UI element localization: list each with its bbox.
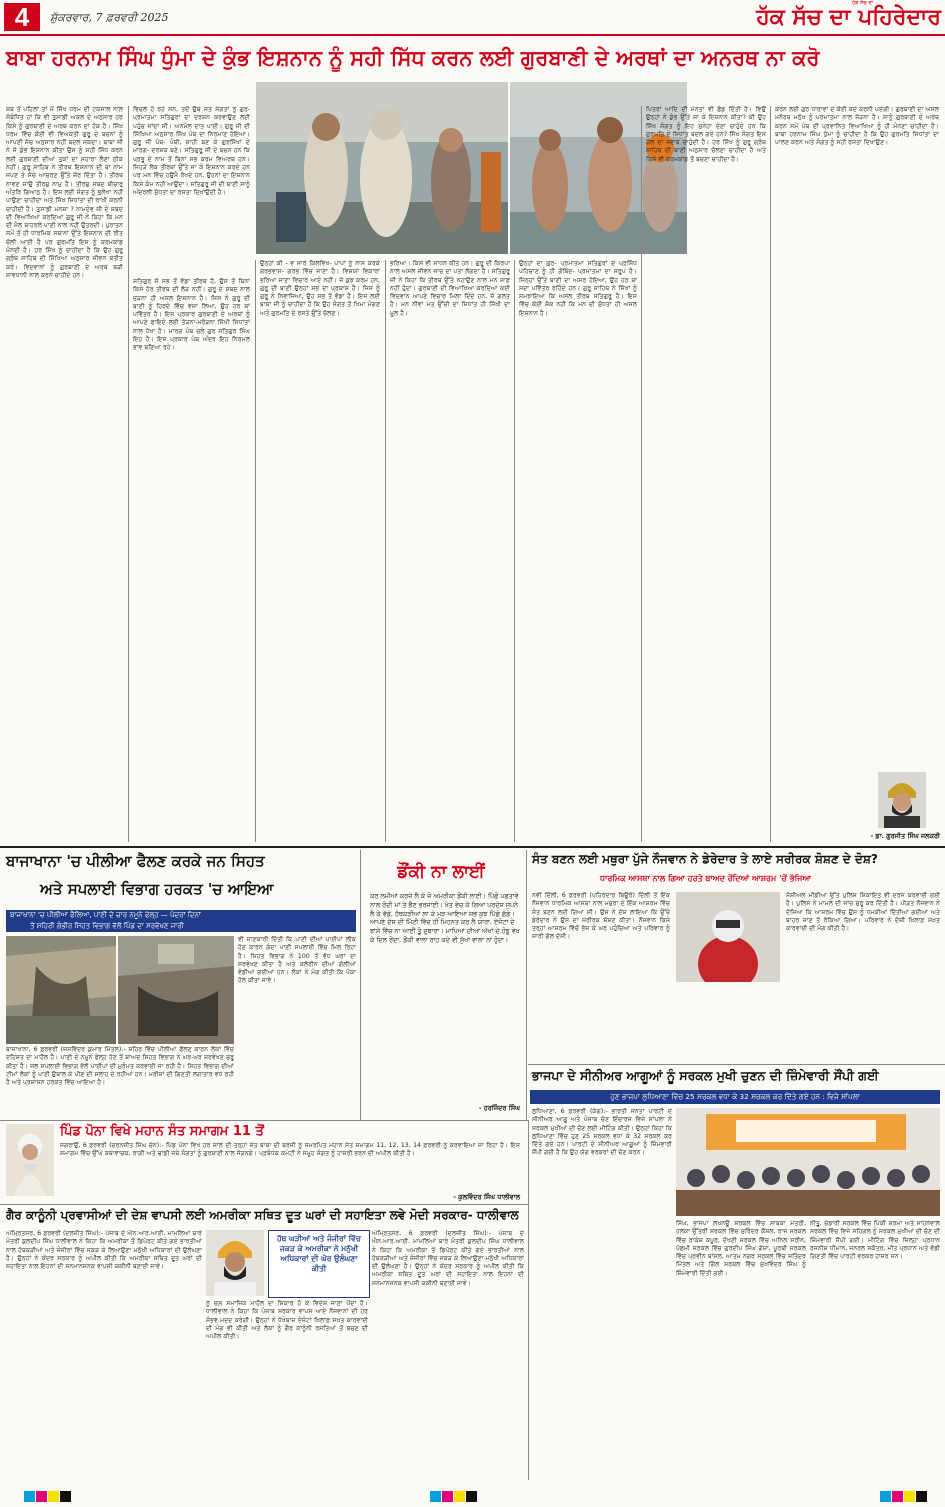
registration-mark <box>442 1491 453 1502</box>
bajakhana-headline-2: ਅਤੇ ਸਪਲਾਈ ਵਿਭਾਗ ਹਰਕਤ 'ਚ ਆਇਆ <box>40 880 274 898</box>
page-number-box <box>4 3 40 31</box>
bjp-column-1: ਲੁਧਿਆਣਾ, 6 ਫ਼ਰਵਰੀ (ਕੰਗ):- ਭਾਰਤੀ ਜਨਤਾ ਪਾਰਟੀ ਦੇ ਸੀਨੀਅਰ ਆਗੂ ਅਤੇ ਪੰਜਾਬ ਚੋਣ ਇੰਚਾਰਜ ਵਿਜੇ ਸਾਂਪਲਾ ਨੇ ਸਰਕਲ ਮੁਖੀਆਂ ਦੀ ਚੋਣ ਲਈ ਮੀਟਿੰਗ ਕੀਤੀ। ਉਨ੍ਹਾਂ ਕਿਹਾ ਕਿ ਲੁਧਿਆਣਾ ਵਿੱਚ ਹੁਣ 25 ਸਰਕਲ ਵਧਾ ਕੇ 32 ਸਰਕਲ ਕਰ ਦਿੱਤੇ ਗਏ ਹਨ। ਪਾਰਟੀ ਦੇ ਸੀਨੀਅਰ ਆਗੂਆਂ ਨੂੰ ਜ਼ਿੰਮੇਵਾਰੀ ਸੌਂਪੀ ਗਈ ਹੈ ਕਿ ਉਹ ਯੋਗ ਵਰਕਰਾਂ ਦੀ ਚੋਣ ਕਰਨ। <box>532 1108 672 1157</box>
bajakhana-body-2: ਵੀ ਜਾਣਕਾਰੀ ਦਿੱਤੀ ਕਿ ਪਾਣੀ ਦੀਆਂ ਪਾਈਪਾਂ ਲੀਕ ਹੋਣ ਕਾਰਨ ਗੰਦਾ ਪਾਣੀ ਸਪਲਾਈ ਵਿੱਚ ਮਿਲ ਰਿਹਾ ਹੈ। ਸਿਹਤ ਵਿਭਾਗ ਨੇ 100 ਤੋਂ ਵੱਧ ਘਰਾਂ ਦਾ ਸਰਵੇਖਣ ਕੀਤਾ ਹੈ ਅਤੇ ਕਲੋਰੀਨ ਦੀਆਂ ਗੋਲੀਆਂ ਵੰਡੀਆਂ ਗਈਆਂ ਹਨ। ਲੋਕਾਂ ਨੇ ਮੰਗ ਕੀਤੀ ਕਿ ਪੱਕਾ ਹੱਲ ਕੀਤਾ ਜਾਵੇ। <box>238 936 356 985</box>
header-divider <box>0 34 945 36</box>
mathura-photo-caption <box>676 986 780 1062</box>
deport-box <box>268 1230 370 1298</box>
registration-mark <box>466 1491 477 1502</box>
author-photo <box>878 772 926 828</box>
mathura-headline: ਸੰਤ ਬਣਨ ਲਈ ਮਥੁਰਾ ਪੁੱਜੇ ਨੌਜਵਾਨ ਨੇ ਡੇਰੇਦਾਰ ਤੇ ਲਾਏ ਸਰੀਰਕ ਸ਼ੋਸ਼ਣ ਦੇ ਦੋਸ਼? <box>532 852 878 866</box>
lead-column-2: ਵਿਚਲੇ ਹੋ ਰਹੇ ਸਨ, ਤਦੋਂ ਉਥੇ ਸਤ ਸੰਗਤਾਂ ਨੂੰ ਗੁਰ- ਪ੍ਰਮਾਤਮਾ ਸਤਿਗੁਰਾਂ ਦਾ ਦਰਸ਼ਨ ਕਰਵਾਉਣ ਲਈ ਪਹੁੰਚ ਜਾਂਦਾ ਸੀ। ਅਨਮੋਲ ਦਾਤ ਪਾਈ। ਗੁਰੂ ਜੀ ਦੀ ਸਿੱਖਿਆ ਅਨੁਸਾਰ ਸਿੱਖ ਪੰਥ ਦਾ ਨਿਰਮਾਣ ਹੋਇਆ। ਗੁਰੂ ਜੀ ਪੰਥ- ਪੰਥੀ, ਸ਼ਾਹੀ ਬਣ ਕੇ ਗੁਰਸਿੱਖਾਂ ਦੇ ਮਾਰਗ- ਦਰਸ਼ਕ ਬਣੇ। ਸਤਿਗੁਰੂ ਜੀ ਦੇ ਬਚਨ ਹਨ ਕਿ ਪ੍ਰਭੂ ਦੇ ਨਾਮ ਤੋਂ ਬਿਨਾਂ ਸਭ ਕਰਮ ਵਿਅਰਥ ਹਨ। ਜਿਹੜੇ ਲੋਕ ਤੀਰਥਾਂ ਉੱਤੇ ਜਾ ਕੇ ਇਸ਼ਨਾਨ ਕਰਦੇ ਹਨ ਪਰ ਮਨ ਵਿੱਚ ਹਉਮੈ ਰੱਖਦੇ ਹਨ, ਉਹਨਾਂ ਦਾ ਇਸ਼ਨਾਨ ਕਿਸੇ ਕੰਮ ਨਹੀਂ ਆਉਂਦਾ। ਸਤਿਗੁਰੂ ਜੀ ਦੀ ਬਾਣੀ ਸਾਨੂੰ ਅੰਦਰਲੀ ਸੁੱਧਤਾ ਦਾ ਰਸਤਾ ਦਿਖਾਉਂਦੀ ਹੈ। <box>133 106 250 196</box>
section-divider <box>528 1064 945 1065</box>
deport-box-text: ਹੱਥ ਘੜੀਆਂ ਅਤੇ ਜੰਜੀਰਾਂ ਵਿੱਚ ਜਕੜ ਕੇ ਅਮਰੀਕਾ ਨੇ ਮਨੁੱਖੀ ਅਧਿਕਾਰਾਂ ਦੀ ਘੋਰ ਉਲੰਘਣਾ ਕੀਤੀ <box>277 1234 361 1273</box>
registration-mark <box>904 1491 915 1502</box>
divider <box>528 1120 529 1480</box>
poem-body: ਕਰ ਲਮੀਆਂ ਕਰਜ਼ੇ ਲੈ ਕੇ ਜੋ ਅਮਰੀਕਾ ਡੌਂਕੀ ਲਾਈ। ਪਿੱਛੋਂ ਪਛਤਾਵੇ ਨਾਲ ਰੋਂਦੀ ਮਾਂ ਤੇ ਭੈਣ ਭਰਜਾਈ। ਖੇਤ ਵੇਚ ਕੇ ਗਿਆ ਪਰਦੇਸ ਸੁਪਨੇ ਲੈ ਕੇ ਵੱਡੇ, ਹੱਥਕੜੀਆਂ ਲਾ ਕੇ ਮੁੜ ਆਇਆ ਸਭ ਕੁਝ ਪਿੱਛੇ ਛੱਡੇ। ਆਪਣੇ ਦੇਸ ਦੀ ਮਿੱਟੀ ਵਿੱਚ ਹੀ ਮਿਹਨਤ ਕਰ ਲੈ ਯਾਰਾ, ਏਜੰਟਾਂ ਦੇ ਝਾਂਸੇ ਵਿੱਚ ਨਾ ਆਈਂ ਤੂੰ ਦੁਬਾਰਾ। ਮਾਪਿਆਂ ਦੀਆਂ ਅੱਖਾਂ ਦੇ ਹੰਝੂ ਵੇਖ ਕੇ ਦਿਲ ਰੋਂਦਾ, ਡੌਂਕੀ ਵਾਲਾ ਰਾਹ ਕਦੇ ਵੀ ਸੁੱਖਾਂ ਵਾਲਾ ਨਾ ਹੁੰਦਾ। <box>370 892 520 944</box>
footer-bar <box>0 1486 945 1507</box>
mathura-body-1: ਨਵੀਂ ਦਿੱਲੀ, 6 ਫ਼ਰਵਰੀ (ਪਹਿਰੇਦਾਰ ਬਿਊਰੋ) ਦਿੱਲੀ ਤੋਂ ਇੱਕ ਨੌਜਵਾਨ ਧਾਰਮਿਕ ਆਸਥਾ ਨਾਲ ਮਥੁਰਾ ਦੇ ਇੱਕ ਆਸ਼ਰਮ ਵਿੱਚ ਸੰਤ ਬਣਨ ਲਈ ਗਿਆ ਸੀ। ਉਸ ਨੇ ਦੋਸ਼ ਲਾਇਆ ਕਿ ਉੱਥੇ ਡੇਰੇਦਾਰ ਨੇ ਉਸ ਦਾ ਸਰੀਰਕ ਸ਼ੋਸ਼ਣ ਕੀਤਾ। ਨੌਜਵਾਨ ਕਿਸੇ ਤਰ੍ਹਾਂ ਆਸ਼ਰਮ ਵਿੱਚੋਂ ਭੱਜ ਕੇ ਘਰ ਪਹੁੰਚਿਆ ਅਤੇ ਪਰਿਵਾਰ ਨੂੰ ਸਾਰੀ ਗੱਲ ਦੱਸੀ। <box>532 892 670 941</box>
section-divider <box>0 1120 528 1121</box>
divider <box>385 260 386 842</box>
pona-byline: - ਕੁਲਵਿੰਦਰ ਸਿੰਘ ਧਾਲੀਵਾਲ <box>453 1193 520 1201</box>
pona-body: ਜਗਰਾਉਂ, 6 ਫ਼ਰਵਰੀ (ਚਰਨਜੀਤ ਸਿੰਘ ਚੰਨ):- ਪਿੰਡ ਪੋਨਾ ਵਿਖੇ ਹਰ ਸਾਲ ਦੀ ਤਰ੍ਹਾਂ ਸੰਤ ਬਾਬਾ ਦੀ ਬਰਸੀ ਨੂੰ ਸਮਰਪਿਤ ਮਹਾਨ ਸੰਤ ਸਮਾਗਮ 11, 12, 13, 14 ਫ਼ਰਵਰੀ ਨੂੰ ਕਰਵਾਇਆ ਜਾ ਰਿਹਾ ਹੈ। ਇਸ ਸਮਾਗਮ ਵਿੱਚ ਉੱਘੇ ਕਥਾਵਾਚਕ, ਰਾਗੀ ਅਤੇ ਢਾਡੀ ਜਥੇ ਸੰਗਤਾਂ ਨੂੰ ਗੁਰਬਾਣੀ ਨਾਲ ਜੋੜਨਗੇ। ਪ੍ਰਬੰਧਕ ਕਮੇਟੀ ਨੇ ਸਮੂਹ ਸੰਗਤ ਨੂੰ ਹਾਜ਼ਰੀ ਭਰਨ ਦੀ ਅਪੀਲ ਕੀਤੀ ਹੈ। <box>60 1142 520 1158</box>
bajakhana-headline-1: ਬਾਜਾਖਾਨਾ 'ਚ ਪੀਲੀਆ ਫੈਲਣ ਕਰਕੇ ਜਨ ਸਿਹਤ <box>6 852 265 870</box>
sant-photo <box>6 1124 54 1196</box>
masthead-small: ਹੱਕ ਸੱਚ ਦਾ <box>852 0 874 6</box>
bjp-meeting-photo <box>676 1108 940 1216</box>
divider <box>514 260 515 842</box>
divider <box>526 850 527 1120</box>
lead-column-5: ਉਨ੍ਹਾਂ ਦਾ ਗੁਰ- ਪ੍ਰਮਾਤਮਾ ਸਤਿਗੁਰਾਂ ਦੇ ਪ੍ਰਸ਼ਿੱਧ ਪਹਿਚਾਣ ਨੂੰ ਹੀ ਗੋਬਿੰਦ- ਪ੍ਰਮਾਤਮਾ ਦਾ ਸਰੂਪ ਹੈ। ਜਿਨ੍ਹਾਂ ਉੱਤੇ ਬਾਣੀ ਦਾ ਅਸਰ ਹੋਇਆ, ਉਹ ਹਰ ਥਾਂ ਸਦਾ ਪਵਿੱਤਰ ਰਹਿੰਦੇ ਹਨ। ਗੁਰੂ ਸਾਹਿਬ ਨੇ ਸਿੱਖਾਂ ਨੂੰ ਸਮਝਾਇਆ ਕਿ ਅਸਲ ਤੀਰਥ ਸਤਿਗੁਰੂ ਹੈ। ਇਸ ਵਿੱਚ ਕੋਈ ਸ਼ੱਕ ਨਹੀਂ ਕਿ ਮਨ ਦੀ ਸੁੱਧਤਾ ਹੀ ਅਸਲ ਇਸ਼ਨਾਨ ਹੈ। <box>519 260 637 317</box>
registration-mark <box>48 1491 59 1502</box>
page-number: 4 <box>14 2 30 32</box>
kumbh-photo-left <box>256 82 508 254</box>
poem-title: ਡੌਂਕੀ ਨਾ ਲਾਈਂ <box>397 862 485 882</box>
bajakhana-subhead-2: ਤੋਂ ਸ਼ਹਿਰੀ ਗੰਭੀਰ ਸਿਹਤ ਵਿਭਾਗ ਵੱਲੋਂ ਪਿੰਡ ਦਾ ਸਰਵੇਖਣ ਜਾਰੀ <box>30 922 184 930</box>
deport-body-2: ਨੂੰ ਚਲ਼ ਸਮਾਜਿਕ ਮਾਹੌਲ ਦਾ ਸ਼ਿਕਾਰ ਹੋ ਕੇ ਵਿਦੇਸ਼ ਜਾਣਾ ਪੈਂਦਾ ਹੈ। ਧਾਲੀਵਾਲ ਨੇ ਕਿਹਾ ਕਿ ਪੰਜਾਬ ਸਰਕਾਰ ਵਾਪਸ ਆਏ ਨੌਜਵਾਨਾਂ ਦੀ ਹਰ ਸੰਭਵ ਮਦਦ ਕਰੇਗੀ। ਉਨ੍ਹਾਂ ਨੇ ਧੋਖੇਬਾਜ਼ ਏਜੰਟਾਂ ਖ਼ਿਲਾਫ਼ ਸਖ਼ਤ ਕਾਰਵਾਈ ਦੀ ਮੰਗ ਵੀ ਕੀਤੀ ਅਤੇ ਲੋਕਾਂ ਨੂੰ ਗੈਰ ਕਾਨੂੰਨੀ ਰਸਤਿਆਂ ਤੋਂ ਬਚਣ ਦੀ ਅਪੀਲ ਕੀਤੀ। <box>206 1300 368 1341</box>
drain-photo-right <box>118 936 234 1044</box>
divider <box>128 106 129 842</box>
lead-column-7: ਕਰਨ ਲਈ ਗੁਰ ਧਾਰਾਵਾਂ ਦੇ ਕੋਈ ਕਦੇ ਕਰਨੀ ਪਏਗੀ। ਗੁਰਬਾਣੀ ਦਾ ਅਸਲ ਮਨੋਰਥ ਮਨੁੱਖ ਨੂੰ ਪਰਮਾਤਮਾ ਨਾਲ ਜੋੜਨਾ ਹੈ। ਸਾਨੂੰ ਗੁਰਬਾਣੀ ਦੇ ਅਰਥ ਕਰਨ ਸਮੇਂ ਪੰਥ ਦੀ ਪ੍ਰਵਾਨਿਤ ਵਿਆਖਿਆ ਨੂੰ ਹੀ ਮੰਨਣਾ ਚਾਹੀਦਾ ਹੈ। ਬਾਬਾ ਹਰਨਾਮ ਸਿੰਘ ਧੁੰਮਾ ਨੂੰ ਚਾਹੀਦਾ ਹੈ ਕਿ ਉਹ ਗੁਰਮਤਿ ਸਿਧਾਂਤਾਂ ਦਾ ਪਾਲਣ ਕਰਨ ਅਤੇ ਸੰਗਤ ਨੂੰ ਸਹੀ ਰਸਤਾ ਦਿਖਾਉਣ। <box>775 106 939 147</box>
bajakhana-subhead-1: ਬਾਜਾਖਾਨਾ 'ਚ ਪੀਲੀਆ ਫੈਲਿਆ, ਪਾਣੀ ਦੇ ਚਾਰ ਨਮੂਨੇ ਫੇਲ੍ਹ — ਪੰਦਰਾਂ ਦਿਨਾਂ <box>10 911 201 919</box>
divider <box>641 106 642 842</box>
mathura-body-2: ਸੋਸ਼ੀਅਲ ਮੀਡੀਆ ਉੱਤੇ ਪੁਲਿਸ ਸ਼ਿਕਾਇਤ ਵੀ ਦਰਜ ਕਰਵਾਈ ਗਈ ਹੈ। ਪੁਲਿਸ ਨੇ ਮਾਮਲੇ ਦੀ ਜਾਂਚ ਸ਼ੁਰੂ ਕਰ ਦਿੱਤੀ ਹੈ। ਪੀੜਤ ਨੌਜਵਾਨ ਨੇ ਦੱਸਿਆ ਕਿ ਆਸ਼ਰਮ ਵਿੱਚ ਉਸ ਨੂੰ ਧਮਕੀਆਂ ਦਿੱਤੀਆਂ ਗਈਆਂ ਅਤੇ ਬਾਹਰ ਜਾਣ ਤੋਂ ਰੋਕਿਆ ਗਿਆ। ਪਰਿਵਾਰ ਨੇ ਦੋਸ਼ੀ ਖ਼ਿਲਾਫ਼ ਸਖ਼ਤ ਕਾਰਵਾਈ ਦੀ ਮੰਗ ਕੀਤੀ ਹੈ। <box>786 892 940 933</box>
registration-mark <box>880 1491 891 1502</box>
deport-body-3: ਅੰਮ੍ਰਿਤਸਰ, 6 ਫ਼ਰਵਰੀ (ਦਲਜੀਤ ਸਿੰਘ):- ਪੰਜਾਬ ਦੇ ਐਨ.ਆਰ.ਆਈ. ਮਾਮਲਿਆਂ ਬਾਰੇ ਮੰਤਰੀ ਕੁਲਦੀਪ ਸਿੰਘ ਧਾਲੀਵਾਲ ਨੇ ਕਿਹਾ ਕਿ ਅਮਰੀਕਾ ਤੋਂ ਡਿਪੋਰਟ ਕੀਤੇ ਗਏ ਭਾਰਤੀਆਂ ਨਾਲ ਹੱਥਕੜੀਆਂ ਅਤੇ ਜ਼ੰਜੀਰਾਂ ਵਿੱਚ ਜਕੜ ਕੇ ਲਿਆਉਣਾ ਮਨੁੱਖੀ ਅਧਿਕਾਰਾਂ ਦੀ ਉਲੰਘਣਾ ਹੈ। ਉਨ੍ਹਾਂ ਨੇ ਕੇਂਦਰ ਸਰਕਾਰ ਨੂੰ ਅਪੀਲ ਕੀਤੀ ਕਿ ਅਮਰੀਕਾ ਸਥਿਤ ਦੂਤ ਘਰਾਂ ਦੀ ਸਹਾਇਤਾ ਨਾਲ ਇਹਨਾਂ ਦੀ ਸਨਮਾਨਜਨਕ ਵਾਪਸੀ ਯਕੀਨੀ ਬਣਾਈ ਜਾਵੇ। <box>372 1230 524 1287</box>
deport-headline: ਗੈਰ ਕਾਨੂੰਨੀ ਪ੍ਰਵਾਸੀਆਂ ਦੀ ਦੇਸ਼ ਵਾਪਸੀ ਲਈ ਅਮਰੀਕਾ ਸਥਿਤ ਦੂਤ ਘਰਾਂ ਦੀ ਸਹਾਇਤਾ ਲਵੇ ਮੋਦੀ ਸਰਕਾਰ- ਧਾਲੀਵਾਲ <box>6 1208 519 1222</box>
lead-byline: - ਡਾ. ਗੁਰਜੀਤ ਸਿੰਘ ਜਲਕਰੀ <box>870 832 940 840</box>
registration-mark <box>24 1491 35 1502</box>
header-bar <box>0 0 945 34</box>
dhaliwal-photo <box>206 1230 264 1296</box>
section-divider <box>0 1204 528 1205</box>
section-divider <box>0 846 945 848</box>
bjp-column-3: ਨੀਤੂ, ਚੰਡਾਰੀ ਸਰਕਲ ਵਿੱਚ ਪਿੰਕੀ ਸ਼ਰਮਾ ਅਤੇ ਸਾਹਨੇਵਾਲ ਸਰਕਲ ਵਿੱਚ ਵਿਜੇ ਸਹਿਗਲ ਨੂੰ ਸਰਕਲ ਮੁਖੀਆਂ ਦੀ ਚੋਣ ਦੀ ਜ਼ਿੰਮੇਵਾਰੀ ਸੌਂਪੀ ਗਈ। ਮੀਟਿੰਗ ਵਿੱਚ ਜ਼ਿਲ੍ਹਾ ਪ੍ਰਧਾਨ ਰਜਨੀਸ਼ ਧੀਮਾਨ, ਜਨਰਲ ਸਕੱਤਰ, ਮੀਤ ਪ੍ਰਧਾਨ ਅਤੇ ਵੱਡੀ ਗਿਣਤੀ ਵਿੱਚ ਪਾਰਟੀ ਵਰਕਰ ਹਾਜ਼ਰ ਸਨ। <box>810 1220 940 1261</box>
bjp-banner-text: ਹੁਣ ਭਾਜਪਾ ਲੁਧਿਆਣਾ ਵਿੱਚ 25 ਸਰਕਲ ਵਧਾ ਕੇ 32 ਸਰਕਲ ਕਰ ਦਿੱਤੇ ਗਏ ਹਨ : ਵਿਜੇ ਸਾਂਪਲਾ <box>610 1092 860 1101</box>
pona-headline: ਪਿੰਡ ਪੋਨਾ ਵਿਖੇ ਮਹਾਨ ਸੰਤ ਸਮਾਗਮ 11 ਤੋਂ <box>60 1124 264 1139</box>
lead-column-1: ਸ਼ਬ ਤੋਂ ਪਹਿਲਾਂ ਤਾਂ ਮੈਂ ਸਿੱਖ ਧਰਮ ਦੀ ਟਕਸਾਲ ਨਾਲ ਸੰਬੰਧਿਤ ਹਾਂ ਕਿ ਵੀ ਤੁਸਾਡੀ ਅਕਲ ਦੇ ਅਨੁਸਾਰ ਹਰ ਕਿਸੇ ਨੂੰ ਗੁਰਬਾਣੀ ਦੇ ਅਰਥ ਕਰਨ ਦਾ ਹੱਕ ਹੈ। ਸਿੱਖ ਧਰਮ ਵਿੱਚ ਕੋਈ ਵੀ ਵਿਅਕਤੀ ਗੁਰੂ ਦੇ ਬਚਨਾਂ ਨੂੰ ਆਪਣੀ ਸੋਚ ਅਨੁਸਾਰ ਨਹੀਂ ਬਦਲ ਸਕਦਾ। ਬਾਬਾ ਜੀ ਨੇ ਜੋ ਕੁੰਭ ਇਸ਼ਨਾਨ ਕੀਤਾ ਉਸ ਨੂੰ ਸਹੀ ਸਿੱਧ ਕਰਨ ਲਈ ਗੁਰਬਾਣੀ ਦੀਆਂ ਤੁਕਾਂ ਦਾ ਸਹਾਰਾ ਲੈਣਾ ਠੀਕ ਨਹੀਂ। ਗੁਰੂ ਸਾਹਿਬ ਨੇ ਤੀਰਥ ਇਸ਼ਨਾਨ ਦੀ ਥਾਂ ਨਾਮ ਜਪਣ ਤੇ ਸੱਚੇ ਆਚਰਣ ਉੱਤੇ ਜ਼ੋਰ ਦਿੱਤਾ ਹੈ। ਤੀਰਥ ਨਾਵਣ ਜਾਉ ਤੀਰਥੁ ਨਾਮੁ ਹੈ। ਤੀਰਥੁ ਸਬਦ ਬੀਚਾਰੁ ਅੰਤਰਿ ਗਿਆਨੁ ਹੈ। ਇਸ ਲਈ ਸੰਗਤ ਨੂੰ ਭੁਲੇਖਾ ਨਹੀਂ ਪਾਉਣਾ ਚਾਹੀਦਾ ਅਤੇ ਸਿੱਖ ਸਿਧਾਂਤਾਂ ਦੀ ਰਾਖੀ ਕਰਨੀ ਚਾਹੀਦੀ ਹੈ। ਤੁਸਾਡੀ ਮਨਸ਼ਾ ? ਨਾਮਦੇਵ ਜੀ ਦੇ ਸ਼ਬਦ ਦੀ ਵਿਆਖਿਆ ਕਰਦਿਆਂ ਗੁਰੂ ਜੀ ਨੇ ਕਿਹਾ ਕਿ ਮਨ ਦੀ ਮੈਲ ਬਾਹਰਲੇ ਪਾਣੀ ਨਾਲ ਨਹੀਂ ਉਤਰਦੀ। ਪੁਰਾਤਨ ਸਮੇਂ ਤੋਂ ਹੀ ਧਾਰਮਿਕ ਸਥਾਨਾਂ ਉੱਤੇ ਇਸ਼ਨਾਨ ਦੀ ਰੀਤ ਚੱਲੀ ਆਈ ਹੈ ਪਰ ਗੁਰਮਤਿ ਇਸ ਨੂੰ ਕਰਮਕਾਂਡ ਮੰਨਦੀ ਹੈ। ਹਰ ਸਿੱਖ ਨੂੰ ਚਾਹੀਦਾ ਹੈ ਕਿ ਉਹ ਗੁਰੂ ਗ੍ਰੰਥ ਸਾਹਿਬ ਦੀ ਸਿੱਖਿਆ ਅਨੁਸਾਰ ਜੀਵਨ ਬਤੀਤ ਕਰੇ। ਵਿਦਵਾਨਾਂ ਨੂੰ ਗੁਰਬਾਣੀ ਦੇ ਅਰਥ ਬੜੀ ਸਾਵਧਾਨੀ ਨਾਲ ਕਰਨੇ ਚਾਹੀਦੇ ਹਨ। <box>6 106 123 279</box>
mathura-photo <box>676 892 780 982</box>
bajakhana-body-1: ਬਾਜਾਖਾਨਾ, 6 ਫ਼ਰਵਰੀ (ਜਸਵਿੰਦਰ ਕੁਮਾਰ ਮਿੱਤਲ):- ਸ਼ਹਿਰ ਵਿੱਚ ਪੀਲੀਆ ਫੈਲਣ ਕਾਰਨ ਲੋਕਾਂ ਵਿੱਚ ਦਹਿਸ਼ਤ ਦਾ ਮਾਹੌਲ ਹੈ। ਪਾਣੀ ਦੇ ਨਮੂਨੇ ਫੇਲ੍ਹ ਹੋਣ ਤੋਂ ਬਾਅਦ ਸਿਹਤ ਵਿਭਾਗ ਨੇ ਘਰ-ਘਰ ਸਰਵੇਖਣ ਸ਼ੁਰੂ ਕੀਤਾ ਹੈ। ਜਲ ਸਪਲਾਈ ਵਿਭਾਗ ਵੱਲੋਂ ਪਾਈਪਾਂ ਦੀ ਮੁਰੰਮਤ ਕਰਵਾਈ ਜਾ ਰਹੀ ਹੈ। ਸਿਹਤ ਵਿਭਾਗ ਦੀਆਂ ਟੀਮਾਂ ਲੋਕਾਂ ਨੂੰ ਪਾਣੀ ਉਬਾਲ ਕੇ ਪੀਣ ਦੀ ਸਲਾਹ ਦੇ ਰਹੀਆਂ ਹਨ। ਮਰੀਜ਼ਾਂ ਦੀ ਗਿਣਤੀ ਲਗਾਤਾਰ ਵਧ ਰਹੀ ਹੈ ਅਤੇ ਪ੍ਰਸ਼ਾਸਨ ਹਰਕਤ ਵਿੱਚ ਆਇਆ ਹੈ। <box>6 1046 234 1087</box>
lead-column-3: ਉਨ੍ਹਾਂ ਕੀ - ਵ ਸਾਰੇ ਕਿਲਵਿਖ- ਪਾਪਾਂ ਨੂੰ ਨਾਸ ਕਰਕੇ ਗਰਭਵਾਸ- ਗਰਭ ਵਿੱਚ ਜਾਣਾ ਹੈ। ਵਿਸ਼ਯਾਂ ਵਿਕਾਰਾਂ ਭਰਿਆ ਜਾਣਾ ਵਿਚਾਰ ਆਏ ਨਹੀਂ। ਜੋ ਕੁਝ ਕਰਮ ਹਨ, ਗੁਰੂ ਦੀ ਬਾਣੀ ਉਨ੍ਹਾਂ ਸਭ ਦਾ ਪ੍ਰਕਾਸ਼ ਹੈ। ਜਿਸ ਨੂੰ ਗੁਰੂ ਨੇ ਨਿਵਾਜਿਆ, ਉਹ ਸਭ ਤੋਂ ਵੱਡਾ ਹੈ। ਇਸ ਲਈ ਬਾਬਾ ਜੀ ਨੂੰ ਚਾਹੀਦਾ ਹੈ ਕਿ ਉਹ ਸੰਗਤ ਤੋਂ ਖਿਮਾ ਮੰਗਣ ਅਤੇ ਗੁਰਮਤਿ ਦੇ ਰਸਤੇ ਉੱਤੇ ਚੱਲਣ। <box>260 260 380 317</box>
bjp-banner <box>530 1090 940 1104</box>
registration-mark <box>916 1491 927 1502</box>
mathura-subhead: ਧਾਰਮਿਕ ਆਸਥਾ ਨਾਲ ਗਿਆ ਹਰਤੇ ਬਾਅਦ ਰੋਂਦਿਆਂ ਆਸ਼ਰਮ 'ਚੋਂ ਭੱਜਿਆ <box>600 874 812 883</box>
registration-mark <box>36 1491 47 1502</box>
bjp-headline: ਭਾਜਪਾ ਦੇ ਸੀਨੀਅਰ ਆਗੂਆਂ ਨੂੰ ਸਰਕਲ ਮੁਖੀ ਚੁਣਨ ਦੀ ਜ਼ਿੰਮੇਵਾਰੀ ਸੌਂਪੀ ਗਈ <box>532 1068 879 1083</box>
registration-mark <box>430 1491 441 1502</box>
registration-mark <box>454 1491 465 1502</box>
bjp-column-2: ਸਿੰਘ, ਭਾਜਪਾ ਲਖਨਊ ਸਰਕਲ ਵਿੱਚ ਸਾਬਕਾ ਮੰਤਰੀ, ਹਲਕਾ ਉੱਤਰੀ ਸਰਕਲ ਵਿੱਚ ਸੁਰਿੰਦਰ ਕੌਸ਼ਲ, ਰਾਜ ਸਰਕਲ ਵਿੱਚ ਰਾਕੇਸ਼ ਕਪੂਰ, ਦੱਖਣੀ ਸਰਕਲ ਵਿੱਚ ਅਨਿਲ ਸਰੀਨ, ਪੱਛਮੀ ਸਰਕਲ ਵਿੱਚ ਗੁਰਦੀਪ ਸਿੰਘ ਗੋਸ਼ਾ, ਪੂਰਬੀ ਸਰਕਲ ਵਿੱਚ ਪ੍ਰਵੀਨ ਬਾਂਸਲ, ਆਤਮ ਨਗਰ ਸਰਕਲ ਵਿੱਚ ਜਤਿੰਦਰ ਮਿੱਤਲ ਅਤੇ ਗਿੱਲ ਸਰਕਲ ਵਿੱਚ ਸੁਖਵਿੰਦਰ ਸਿੰਘ ਨੂੰ ਜ਼ਿੰਮੇਵਾਰੀ ਦਿੱਤੀ ਗਈ। <box>676 1220 806 1277</box>
deport-body-1: ਅੰਮ੍ਰਿਤਸਰ, 6 ਫ਼ਰਵਰੀ (ਦਲਜੀਤ ਸਿੰਘ):- ਪੰਜਾਬ ਦੇ ਐਨ.ਆਰ.ਆਈ. ਮਾਮਲਿਆਂ ਬਾਰੇ ਮੰਤਰੀ ਕੁਲਦੀਪ ਸਿੰਘ ਧਾਲੀਵਾਲ ਨੇ ਕਿਹਾ ਕਿ ਅਮਰੀਕਾ ਤੋਂ ਡਿਪੋਰਟ ਕੀਤੇ ਗਏ ਭਾਰਤੀਆਂ ਨਾਲ ਹੱਥਕੜੀਆਂ ਅਤੇ ਜ਼ੰਜੀਰਾਂ ਵਿੱਚ ਜਕੜ ਕੇ ਲਿਆਉਣਾ ਮਨੁੱਖੀ ਅਧਿਕਾਰਾਂ ਦੀ ਉਲੰਘਣਾ ਹੈ। ਉਨ੍ਹਾਂ ਨੇ ਕੇਂਦਰ ਸਰਕਾਰ ਨੂੰ ਅਪੀਲ ਕੀਤੀ ਕਿ ਅਮਰੀਕਾ ਸਥਿਤ ਦੂਤ ਘਰਾਂ ਦੀ ਸਹਾਇਤਾ ਨਾਲ ਇਹਨਾਂ ਦੀ ਸਨਮਾਨਜਨਕ ਵਾਪਸੀ ਯਕੀਨੀ ਬਣਾਈ ਜਾਵੇ। <box>6 1230 202 1271</box>
bajakhana-subhead-bar <box>6 910 356 932</box>
poem-byline: - ਹਰਜਿੰਦਰ ਸਿੰਘ <box>478 1104 520 1112</box>
lead-column-6: ਪਿਤਰਾਂ ਆਦਿ ਦੀ ਮੰਨਤਾਂ ਵੀ ਛੱਡ ਦਿੱਤੀ ਹੈ। ਵਿਉਂ ਉਨ੍ਹਾਂ ਨੇ ਕੁੰਭ ਉੱਤੇ ਜਾ ਕੇ ਇਸ਼ਨਾਨ ਕੀਤਾ? ਕੀ ਉਹ ਸਿੱਖ ਸੰਗਤ ਨੂੰ ਇਹ ਸੁਨੇਹਾ ਦੇਣਾ ਚਾਹੁੰਦੇ ਹਨ ਕਿ ਗੁਰਮਤਿ ਦੇ ਸਿਧਾਂਤ ਬਦਲ ਗਏ ਹਨ? ਸਿੱਖ ਸੰਗਤ ਇਸ ਗੱਲ ਦਾ ਜਵਾਬ ਚਾਹੁੰਦੀ ਹੈ। ਹਰ ਸਿੱਖ ਨੂੰ ਗੁਰੂ ਗ੍ਰੰਥ ਸਾਹਿਬ ਦੀ ਬਾਣੀ ਅਨੁਸਾਰ ਚੱਲਣਾ ਚਾਹੀਦਾ ਹੈ ਅਤੇ ਕਿਸੇ ਵੀ ਕਰਮਕਾਂਡ ਤੋਂ ਬਚਣਾ ਚਾਹੀਦਾ ਹੈ। <box>646 106 766 163</box>
divider <box>255 260 256 842</box>
masthead-logo: ਹੱਕ ਸੱਚ ਦਾ ਪਹਿਰੇਦਾਰ <box>756 5 941 30</box>
registration-mark <box>892 1491 903 1502</box>
lead-headline: ਬਾਬਾ ਹਰਨਾਮ ਸਿੰਘ ਧੁੰਮਾ ਦੇ ਕੁੰਭ ਇਸ਼ਨਾਨ ਨੂੰ ਸਹੀ ਸਿੱਧ ਕਰਨ ਲਈ ਗੁਰਬਾਣੀ ਦੇ ਅਰਥਾਂ ਦਾ ਅਨਰਥ ਨਾ ਕਰੋ <box>6 46 820 70</box>
lead-column-4: ਭਰਿਆ। ਕਿਸੇ ਵੀ ਸਾਧਨ ਕੀਤੇ ਹਨ। ਗੁਰੂ ਦੀ ਕਿਰਪਾ ਨਾਲ ਅਸਲ ਜੀਵਨ ਜਾਚ ਦਾ ਪਤਾ ਲੱਗਦਾ ਹੈ। ਸਤਿਗੁਰੂ ਜੀ ਨੇ ਕਿਹਾ ਕਿ ਤੀਰਥ ਉੱਤੇ ਨਹਾਉਣ ਨਾਲ ਮਨ ਸਾਫ਼ ਨਹੀਂ ਹੁੰਦਾ। ਗੁਰਬਾਣੀ ਦੀ ਵਿਆਖਿਆ ਕਰਦਿਆਂ ਕਈ ਵਿਦਵਾਨ ਆਪਣੇ ਵਿਚਾਰ ਮਿਲਾ ਦਿੰਦੇ ਹਨ, ਜੋ ਗਲਤ ਹੈ। ਮਨ ਨੀਵਾਂ ਮਤ ਉੱਚੀ ਦਾ ਸਿਧਾਂਤ ਹੀ ਸਿੱਖੀ ਦਾ ਮੂਲ ਹੈ। <box>390 260 510 317</box>
registration-mark <box>60 1491 71 1502</box>
page-date: ਸ਼ੁੱਕਰਵਾਰ, 7 ਫ਼ਰਵਰੀ 2025 <box>50 11 169 24</box>
lead-column-2b: ਸਤਿਗੁਰ ਜੋ ਸਭ ਤੋਂ ਵੱਡਾ ਤੀਰਥ ਹੈ, ਉਸ ਤੋਂ ਬਿਨਾਂ ਕਿਸੇ ਹੋਰ ਤੀਰਥ ਦੀ ਲੋੜ ਨਹੀਂ। ਗੁਰੂ ਦੇ ਸ਼ਬਦ ਨਾਲ ਜੁੜਨਾ ਹੀ ਅਸਲ ਇਸ਼ਨਾਨ ਹੈ। ਜਿਸ ਨੇ ਗੁਰੂ ਦੀ ਬਾਣੀ ਨੂੰ ਹਿਰਦੇ ਵਿੱਚ ਵਸਾ ਲਿਆ, ਉਹ ਹਰ ਥਾਂ ਪਵਿੱਤਰ ਹੈ। ਇਸ ਪ੍ਰਕਾਰ ਗੁਰਬਾਣੀ ਦੇ ਅਰਥਾਂ ਨੂੰ ਆਪਣੇ ਫਾਇਦੇ ਲਈ ਤੋੜਨਾ-ਮਰੋੜਨਾ ਸਿੱਖੀ ਸਿਧਾਂਤਾਂ ਨਾਲ ਧੋਖਾ ਹੈ। ਮਾਰਗ ਪੰਥ ਚਲੇ ਗੁਰ ਸਤਿਗੁਰ ਸਿੰਘ ਇਹ ਹੈ। ਇਸ ਪ੍ਰਕਾਰ ਪੰਥ ਅੰਦਰ ਇਹ ਨਿਰਮਲ ਭਾਵ ਬਣਿਆ ਰਹੇ। <box>133 278 250 352</box>
drain-photo-left <box>6 936 116 1044</box>
divider <box>770 106 771 842</box>
divider <box>360 850 361 1120</box>
